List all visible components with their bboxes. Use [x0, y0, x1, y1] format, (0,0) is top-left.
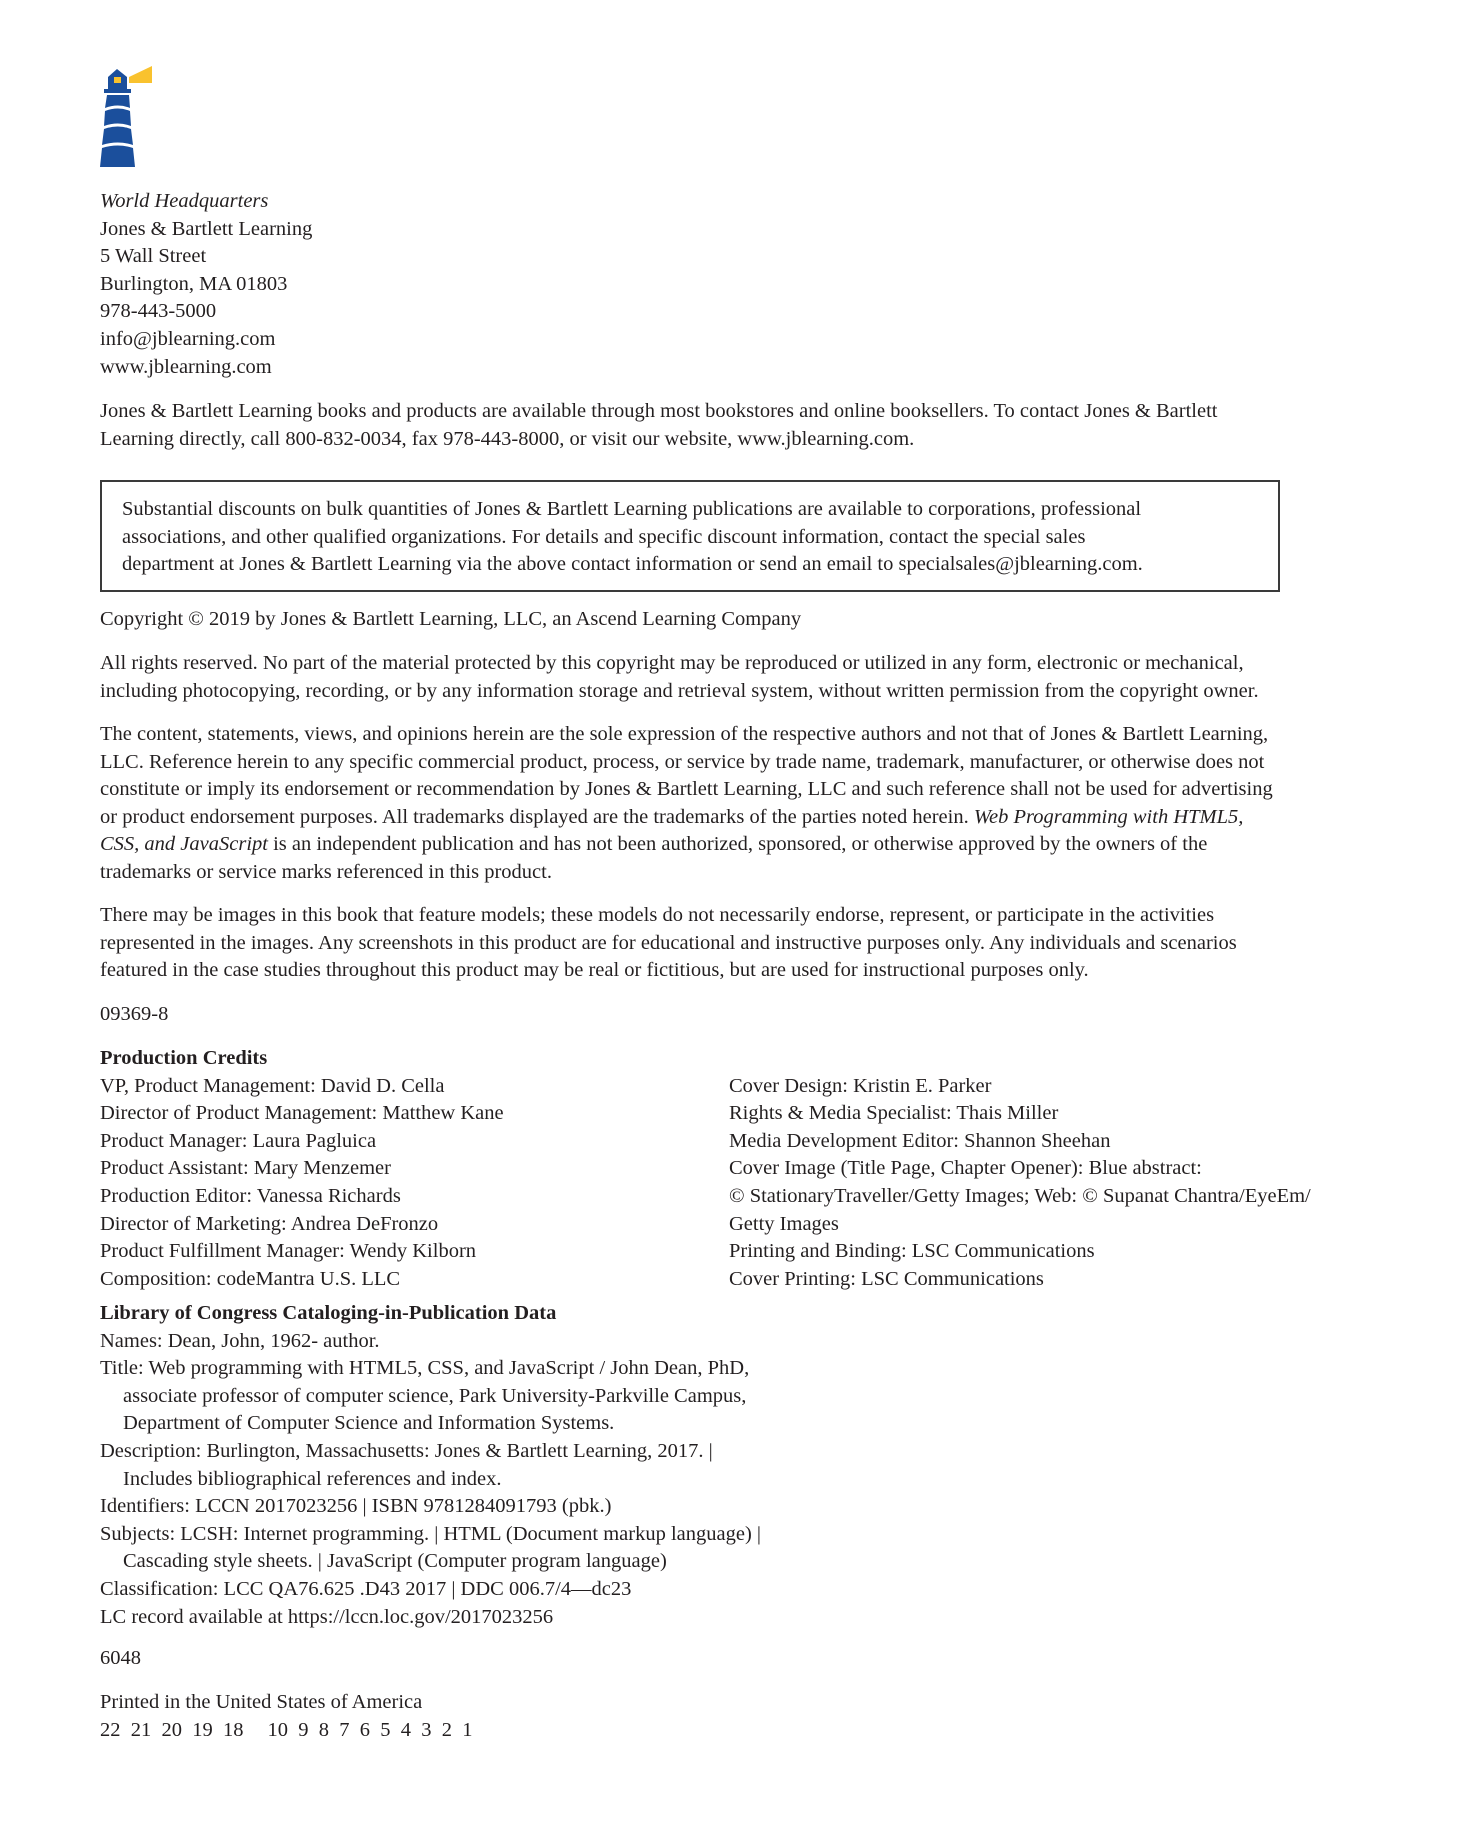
models-notice-paragraph [100, 902, 1370, 985]
cip-data [100, 1300, 761, 1631]
availability-line: Learning directly, call 800-832-0034, fax 978-443-8000, or visit our website, www.jblearning.com. [100, 427, 915, 450]
company-name: Jones & Bartlett Learning [100, 217, 313, 240]
discount-line: Substantial discounts on bulk quantities of Jones & Bartlett Learning publications are available to corporations, professional [122, 498, 1142, 520]
disclaimer-paragraph [100, 721, 1370, 887]
disclaimer-line: constitute or imply its endorsement or recommendation by Jones & Bartlett Learning, LLC and such reference shall not be used for advertising [100, 778, 1273, 801]
copyright-line: Copyright © 2019 by Jones & Bartlett Learning, LLC, an Ascend Learning Company [100, 608, 802, 630]
credit-item: © StationaryTraveller/Getty Images; Web: © Supanat Chantra/EyeEm/ [729, 1184, 1311, 1207]
headquarters-address [100, 188, 312, 381]
discount-line: department at Jones & Bartlett Learning via the above contact information or send an email to specialsales@jblearning.com. [122, 553, 1143, 576]
cip-line: Identifiers: LCCN 2017023256 | ISBN 9781284091793 (pbk.) [100, 1495, 612, 1518]
printing-numbers: 10 9 8 7 6 5 4 3 2 1 [267, 1718, 473, 1741]
credit-item: Rights & Media Specialist: Thais Miller [729, 1102, 1059, 1125]
city-state-zip: Burlington, MA 01803 [100, 272, 288, 295]
availability-line: Jones & Bartlett Learning books and products are available through most bookstores and online booksellers. To contact Jones & Bartlett [100, 400, 1218, 422]
cip-heading: Library of Congress Cataloging-in-Publication Data [100, 1302, 557, 1324]
credit-item: Cover Image (Title Page, Chapter Opener): Blue abstract: [729, 1157, 1202, 1180]
printing-years: 22 21 20 19 18 [100, 1718, 244, 1741]
credit-item: Cover Printing: LSC Communications [729, 1267, 1044, 1290]
credit-item: Cover Design: Kristin E. Parker [729, 1074, 992, 1097]
disclaimer-line: trademarks or service marks referenced in this product. [100, 860, 552, 883]
credit-item: Product Manager: Laura Pagluica [100, 1129, 377, 1152]
print-code-text: 6048 [100, 1647, 141, 1669]
cip-line: Classification: LCC QA76.625 .D43 2017 | DDC 006.7/4—dc23 [100, 1577, 632, 1600]
cip-line: associate professor of computer science, Park University-Parkville Campus, [123, 1384, 747, 1407]
production-credits-heading: Production Credits [100, 1047, 268, 1069]
credit-item: Product Fulfillment Manager: Wendy Kilborn [100, 1240, 477, 1263]
credit-item: Composition: codeMantra U.S. LLC [100, 1267, 401, 1290]
cip-line: Includes bibliographical references and index. [123, 1467, 502, 1490]
credit-item: VP, Product Management: David D. Cella [100, 1074, 445, 1097]
print-code [100, 1645, 141, 1673]
models-line: represented in the images. Any screenshots in this product are for educational and instructive purposes only. Any individuals and scenarios [100, 931, 1237, 954]
credit-item: Printing and Binding: LSC Communications [729, 1240, 1095, 1263]
disclaimer-line: LLC. Reference herein to any specific commercial product, process, or service by trade name, trademark, manufacturer, or otherwise does not [100, 750, 1265, 773]
disclaimer-line: The content, statements, views, and opinions herein are the sole expression of the respective authors and not that of Jones & Bartlett Learning, [100, 723, 1269, 745]
credit-item: Director of Marketing: Andrea DeFronzo [100, 1212, 439, 1235]
disclaimer-line [100, 804, 1370, 832]
printed-in-text: Printed in the United States of America [100, 1691, 423, 1713]
disclaimer-text: or product endorsement purposes. All trademarks displayed are the trademarks of the parties noted herein. [100, 805, 974, 828]
credit-item: Getty Images [729, 1212, 839, 1235]
cip-line: Title: Web programming with HTML5, CSS, and JavaScript / John Dean, PhD, [100, 1357, 750, 1380]
cip-line: Department of Computer Science and Information Systems. [123, 1412, 615, 1435]
disclaimer-line [100, 831, 1370, 859]
cip-line: Names: Dean, John, 1962- author. [100, 1329, 380, 1352]
product-code-text: 09369-8 [100, 1003, 169, 1025]
street-address: 5 Wall Street [100, 245, 207, 268]
production-credits-right [729, 1073, 1311, 1294]
credit-item: Production Editor: Vanessa Richards [100, 1184, 401, 1207]
book-title-italic: Web Programming with HTML5, [973, 805, 1244, 828]
cip-line: LC record available at https://lccn.loc.gov/2017023256 [100, 1605, 554, 1628]
printing-info [100, 1689, 473, 1744]
discount-line: associations, and other qualified organizations. For details and specific discount information, contact the special sales [122, 525, 1086, 548]
cip-line: Cascading style sheets. | JavaScript (Computer program language) [123, 1550, 667, 1573]
rights-line: including photocopying, recording, or by any information storage and retrieval system, without written permission from the copyright owner. [100, 679, 1259, 702]
production-credits-left [100, 1045, 504, 1293]
disclaimer-text: is an independent publication and has not been authorized, sponsored, or otherwise approved by the owners of the [267, 833, 1208, 856]
models-line: There may be images in this book that feature models; these models do not necessarily endorse, represent, or participate in the activities [100, 904, 1215, 926]
availability-paragraph [100, 398, 1370, 453]
printing-number-line [100, 1717, 473, 1745]
website-url: www.jblearning.com [100, 355, 272, 378]
credit-item: Director of Product Management: Matthew Kane [100, 1102, 504, 1125]
headquarters-label: World Headquarters [100, 190, 269, 212]
cip-line: Description: Burlington, Massachusetts: Jones & Bartlett Learning, 2017. | [100, 1439, 713, 1462]
credit-item: Product Assistant: Mary Menzemer [100, 1157, 391, 1180]
cip-line: Subjects: LCSH: Internet programming. | HTML (Document markup language) | [100, 1522, 762, 1545]
bulk-discount-notice-box [100, 480, 1280, 592]
copyright-notice [100, 606, 801, 634]
book-title-italic: CSS, and JavaScript [100, 833, 268, 856]
credit-item: Media Development Editor: Shannon Sheehan [729, 1129, 1111, 1152]
lighthouse-logo-icon [99, 66, 155, 170]
email-address: info@jblearning.com [100, 327, 276, 350]
product-code [100, 1001, 168, 1029]
rights-paragraph [100, 650, 1370, 705]
models-line: featured in the case studies throughout this product may be real or fictitious, but are used for instructional purposes only. [100, 959, 1089, 982]
phone-number: 978-443-5000 [100, 300, 217, 323]
rights-line: All rights reserved. No part of the material protected by this copyright may be reproduced or utilized in any form, electronic or mechanical, [100, 652, 1244, 674]
